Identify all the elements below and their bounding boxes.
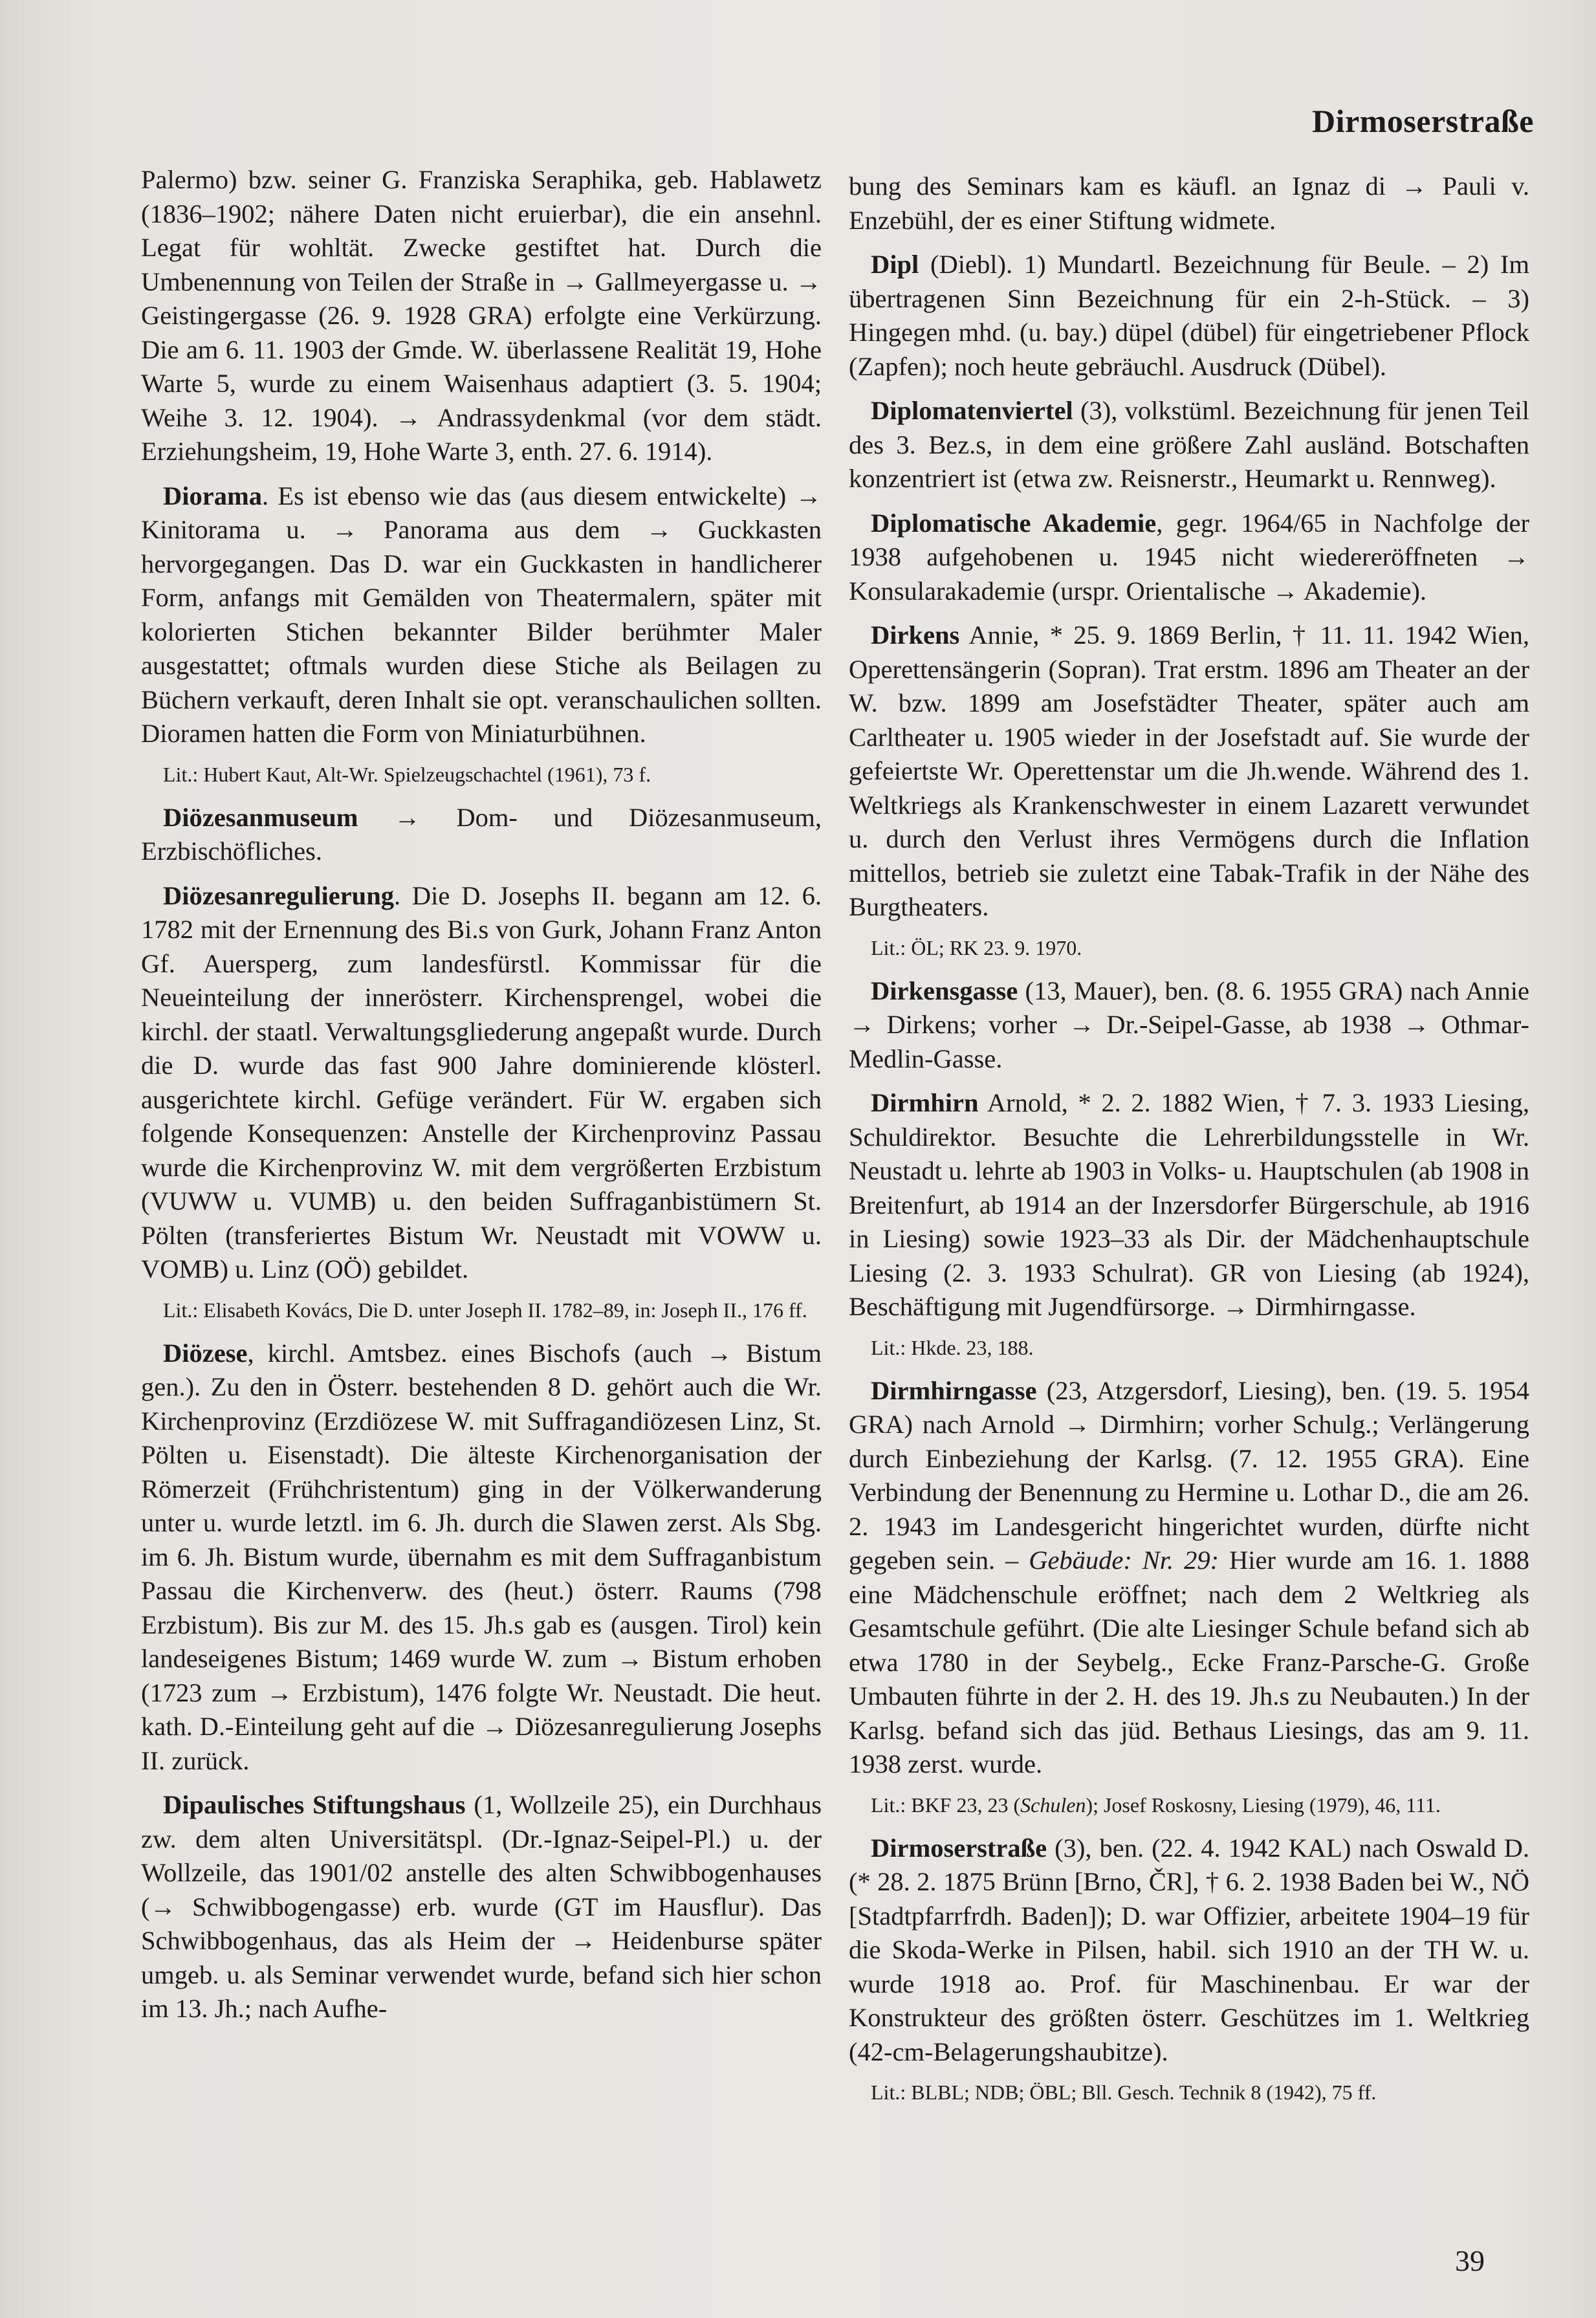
entry-dioezese [141, 1337, 822, 1778]
entry-text: , gegr. 1964/65 in Nachfolge der 1938 aufgehobenen u. 1945 nicht wiedereröffneten → Konsularakademie (urspr. Orientalische → Akademie). [849, 508, 1529, 606]
entry-dirkensgasse [849, 974, 1529, 1077]
left-column [141, 163, 822, 2037]
headword: Diplomatische Akademie [871, 508, 1157, 538]
literature-reference: Lit.: BLBL; NDB; ÖBL; Bll. Gesch. Technik 8 (1942), 75 ff. [871, 2081, 1377, 2104]
literature-reference: Lit.: ÖL; RK 23. 9. 1970. [871, 935, 1082, 959]
entry-text: → Dom- und Diözesanmuseum, Erzbischöfliches. [141, 802, 822, 866]
entry-text: (3), volkstüml. Bezeichnung für jenen Teil des 3. Bez.s, in dem eine größere Zahl ausländ. Botschaften konzentriert ist (etwa zw. Reisnerstr., Heumarkt u. Rennweg). [849, 396, 1529, 493]
entry-text: Hier wurde am 16. 1. 1888 eine Mädchenschule eröffnet; nach dem 2 Weltkrieg als Gesamtschule geführt. (Die alte Liesinger Schule befand sich ab etwa 1780 in der Seybelg., Ecke Franz-Parsche-G. Große Umbauten führte in der 2. H. des 19. Jh.s zu Neubauten.) In der Karlsg. befand sich das jüd. Bethaus Liesings, das am 9. 11. 1938 zerst. wurde. [849, 1546, 1530, 1778]
literature-reference [849, 1792, 1529, 1819]
literature-reference: Lit.: Hubert Kaut, Alt-Wr. Spielzeugschachtel (1961), 73 f. [163, 762, 651, 786]
entry-text: (1, Wollzeile 25), ein Durchhaus zw. dem alten Universitätspl. (Dr.-Ignaz-Seipel-Pl.) u. der Wollzeile, das 1901/02 anstelle des alten Schwibbogenhauses (→ Schwibbogengasse) erb. wurde (GT im Hausflur). Das Schwibbogenhaus, das als Heim der → Heidenburse später umgeb. u. als Seminar verwendet wurde, befand sich hier schon im 13. Jh.; nach Aufhe- [141, 1790, 822, 2023]
literature-reference: Lit.: Hkde. 23, 188. [871, 1335, 1034, 1359]
headword: Dirkens [871, 620, 960, 650]
page-number: 39 [1455, 2244, 1485, 2277]
headword: Dirmhirngasse [871, 1375, 1037, 1405]
entry-text: , kirchl. Amtsbez. eines Bischofs (auch → Bistum gen.). Zu den in Österr. bestehenden 8 D. gehört auch die Wr. Kirchenprovinz (Erzdiözese W. mit Suffragandiözesen Linz, St. Pölten u. Eisenstadt). Die älteste Kirchenorganisation der Römerzeit (Frühchristentum) ging in der Völkerwanderung unter u. wurde letztl. im 6. Jh. durch die Slawen zerst. Als Sbg. im 6. Jh. Bistum wurde, übernahm es mit dem Suffraganbistum Passau die Kirchenverw. des (heut.) österr. Raums (798 Erzbistum). Bis zur M. des 15. Jh.s gab es (ausgen. Tirol) kein landeseigenes Bistum; 1469 wurde W. zum → Bistum erhoben (1723 zum → Erzbistum), 1476 folgte Wr. Neustadt. Die heut. kath. D.-Einteilung geht auf die → Diözesanregulierung Josephs II. zurück. [141, 1338, 822, 1775]
continued-entry-text: Palermo) bzw. seiner G. Franziska Seraphika, geb. Hablawetz (1836–1902; nähere Daten nicht eruierbar), die ein ansehnl. Legat für wohltät. Zwecke gestiftet hat. Durch die Umbenennung von Teilen der Straße in → Gallmeyergasse u. → Geistingergasse (26. 9. 1928 GRA) erfolgte eine Verkürzung. Die am 6. 11. 1903 der Gmde. W. überlassene Realität 19, Hohe Warte 5, wurde zu einem Waisenhaus adaptiert (3. 5. 1904; Weihe 3. 12. 1904). → Andrassydenkmal (vor dem städt. Erziehungsheim, 19, Hohe Warte 3, enth. 27. 6. 1914). [141, 165, 822, 466]
running-header: Dirmoserstraße [1312, 103, 1534, 139]
entry-text: Arnold, * 2. 2. 1882 Wien, † 7. 3. 1933 Liesing, Schuldirektor. Besuchte die Lehrerbildungsstelle in Wr. Neustadt u. lehrte ab 1903 in Volks- u. Hauptschulen (ab 1908 in Breitenfurt, ab 1914 an der Inzersdorfer Bürgerschule, ab 1916 in Liesing) sowie 1923–33 als Dir. der Mädchenhauptschule Liesing (2. 3. 1933 Schulrat). GR von Liesing (ab 1924), Beschäftigung mit Jugendfürsorge. → Dirmhirngasse. [849, 1088, 1529, 1321]
headword: Dirmhirn [871, 1088, 979, 1117]
entry-dioezesanmuseum [141, 801, 822, 869]
literature-reference: Lit.: Elisabeth Kovács, Die D. unter Joseph II. 1782–89, in: Joseph II., 176 ff. [163, 1298, 807, 1322]
headword: Dipaulisches Stiftungshaus [163, 1790, 466, 1819]
entry-diorama [141, 479, 822, 751]
right-column [849, 169, 1529, 2119]
entry-dirmhirngasse [849, 1374, 1529, 1782]
headword: Diözesanmuseum [163, 802, 358, 832]
headword: Dirmoserstraße [871, 1833, 1047, 1863]
headword: Diplomatenviertel [871, 396, 1073, 425]
entry-dioezesanregulierung [141, 879, 822, 1287]
entry-text: (Diebl). 1) Mundartl. Bezeichnung für Beule. – 2) Im übertragenen Sinn Bezeichnung für ein 2-h-Stück. – 3) Hingegen mhd. (u. bay.) düpel (dübel) für eingetriebener Pflock (Zapfen); noch heute gebräuchl. Ausdruck (Dübel). [849, 250, 1529, 381]
lit-text-italic: Schulen [1020, 1793, 1086, 1817]
entry-text: (3), ben. (22. 4. 1942 KAL) nach Oswald D. (* 28. 2. 1875 Brünn [Brno, ČR], † 6. 2. 1938 Baden bei W., NÖ [Stadtpfarrfrdh. Baden]); D. war Offizier, arbeitete 1904–19 für die Skoda-Werke in Pilsen, habil. sich 1910 an der TH W. u. wurde 1918 ao. Prof. für Maschinenbau. Er war der Konstrukteur des größten österr. Geschützes im 1. Weltkrieg (42-cm-Belagerungshaubitze). [849, 1833, 1529, 2066]
entry-dirkens [849, 618, 1529, 924]
entry-text-italic: Gebäude: Nr. 29: [1029, 1546, 1219, 1575]
entry-dipaulisches-stiftungshaus [141, 1788, 822, 2026]
entry-text: Annie, * 25. 9. 1869 Berlin, † 11. 11. 1942 Wien, Operettensängerin (Sopran). Trat erstm. 1896 am Theater an der W. bzw. 1899 am Josefstädter Theater, später auch am Carltheater u. 1905 wieder in der Josefstadt auf. Sie wurde der gefeiertste Wr. Operettenstar um die Jh.wende. Während des 1. Weltkriegs als Krankenschwester in einem Lazarett verwundet u. durch den Verlust ihres Vermögens durch die Inflation mittellos, betrieb sie zuletzt eine Tabak-Trafik in der Nähe des Burgtheaters. [849, 620, 1529, 921]
entry-diplomatenviertel [849, 394, 1529, 496]
entry-dirmhirn [849, 1086, 1529, 1324]
entry-text: . Die D. Josephs II. begann am 12. 6. 1782 mit der Ernennung des Bi.s von Gurk, Johann Franz Anton Gf. Auersperg, zum landesfürstl. Kommissar für die Neueinteilung der innerösterr. Kirchensprengel, wobei die kirchl. der staatl. Verwaltungsgliederung angepaßt wurde. Durch die D. wurde das fast 900 Jahre dominierende klösterl. ausgerichtete kirchl. Gefüge verändert. Für W. ergaben sich folgende Konsequenzen: Anstelle der Kirchenprovinz Passau wurde die Kirchenprovinz W. mit dem vergrößerten Erzbistum (VUWW u. VUMB) u. den beiden Suffraganbistümern St. Pölten (transferiertes Bistum Wr. Neustadt mit VOWW u. VOMB) u. Linz (OÖ) gebildet. [141, 880, 822, 1284]
entry-text: . Es ist ebenso wie das (aus diesem entwickelte) → Kinitorama u. → Panorama aus dem → Guckkasten hervorgegangen. Das D. war ein Guckkasten in handlicherer Form, anfangs mit Gemälden von Theatermalern, später mit kolorierten Stichen bekannter Bilder berühmter Maler ausgestattet; oftmals wurden diese Stiche als Beilagen zu Büchern verkauft, deren Inhalt sie opt. veranschaulichen sollten. Dioramen hatten die Form von Miniaturbühnen. [141, 481, 822, 748]
continued-entry-text: bung des Seminars kam es käufl. an Ignaz di → Pauli v. Enzebühl, der es einer Stiftung widmete. [849, 171, 1529, 235]
lit-text: ); Josef Roskosny, Liesing (1979), 46, 111. [1086, 1793, 1441, 1817]
entry-diplomatische-akademie [849, 507, 1529, 609]
entry-dirmoserstrasse [849, 1831, 1529, 2070]
headword: Diözese [163, 1338, 248, 1368]
headword: Dipl [871, 250, 919, 279]
headword: Dirkensgasse [871, 976, 1018, 1005]
headword: Diözesanregulierung [163, 880, 394, 910]
entry-text: (13, Mauer), ben. (8. 6. 1955 GRA) nach Annie → Dirkens; vorher → Dr.-Seipel-Gasse, ab 1938 → Othmar-Medlin-Gasse. [849, 976, 1529, 1073]
lit-text: Lit.: BKF 23, 23 ( [871, 1793, 1021, 1817]
entry-dipl [849, 248, 1529, 384]
entry-text: (23, Atzgersdorf, Liesing), ben. (19. 5. 1954 GRA) nach Arnold → Dirmhirn; vorher Schulg.; Verlängerung durch Einbeziehung der Karlsg. (7. 12. 1955 GRA). Eine Verbindung der Benennung zu Hermine u. Lothar D., die am 26. 2. 1943 im Landesgericht hingerichtet wurden, dürfte nicht gegeben sein. – [849, 1375, 1529, 1575]
headword: Diorama [163, 481, 262, 510]
